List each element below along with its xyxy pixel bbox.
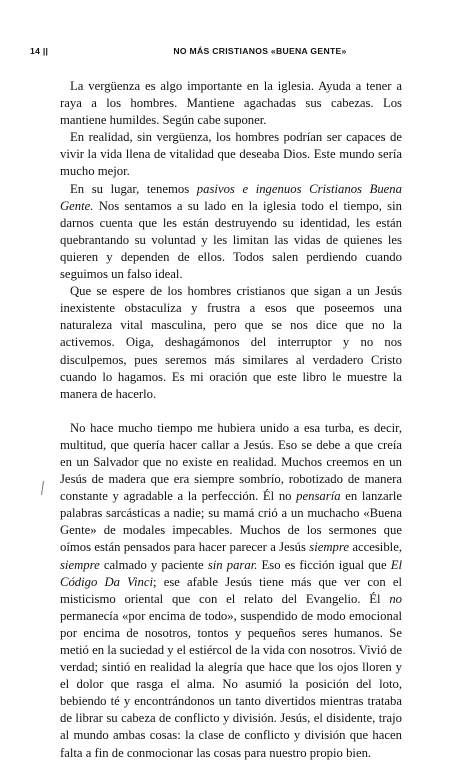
text-segment: En realidad, sin vergüenza, los hombres podrían ser capaces de vivir la vida llena de vitalidad que deseaba Dios. Este mundo sería mucho mejor. — [60, 130, 402, 179]
text-segment: La vergüenza es algo importante en la iglesia. Ayuda a tener a raya a los hombres. Mantiene agachadas sus cabezas. Los mantiene humildes. Según cabe suponer. — [60, 79, 402, 128]
italic-text: sin parar. — [207, 557, 258, 572]
italic-text: no — [389, 591, 402, 606]
margin-mark — [41, 481, 44, 495]
paragraph — [60, 78, 402, 129]
paragraph — [60, 129, 402, 180]
running-title: NO MÁS CRISTIANOS «BUENA GENTE» — [173, 46, 347, 56]
page-header — [30, 46, 430, 60]
italic-text: pensaría — [296, 489, 341, 504]
italic-text: El Código Da Vinci — [60, 557, 402, 589]
italic-text: pasivos e ingenuos Cristianos Buena Gente. — [60, 181, 402, 213]
paragraph — [60, 283, 402, 403]
text-segment: ; ese afable Jesús tiene más que ver con el misticismo oriental que con el relato del Evangelio. Él — [60, 574, 402, 606]
text-segment: No hace mucho tiempo me hubiera unido a esa turba, es decir, multitud, que quería hacer callar a Jesús. Eso se debe a que creía en un Salvador que no existe en realidad. Muchos creemos en un Jesús de madera que era siempre sombrío, robotizado de manera constante y agradable a la perfección. Él no — [60, 420, 402, 504]
section-gap — [60, 403, 402, 420]
paragraph — [60, 420, 402, 762]
italic-text: siempre — [60, 557, 100, 572]
text-segment: Nos sentamos a su lado en la iglesia todo el tiempo, sin darnos cuenta que les están destruyendo su identidad, les están quebrantando su voluntad y les limitan las vidas de quienes les quieren y dependen de ellos. Todos salen perdiendo cuando seguimos un falso ideal. — [60, 198, 402, 282]
text-segment: Eso es ficción igual que — [257, 557, 391, 572]
text-segment: accesible, — [349, 540, 402, 555]
paragraph — [60, 181, 402, 284]
text-segment: En su lugar, tenemos — [70, 181, 197, 196]
italic-text: siempre — [309, 540, 349, 555]
page-number: 14 || — [30, 46, 49, 56]
text-segment: Que se espere de los hombres cristianos que sigan a un Jesús inexistente obstaculiza y frustra a esos que poseemos una naturaleza vital masculina, pero que se nos dice que no la activemos. Oiga, deshagámonos del interruptor y no nos disculpemos, pues seremos más similares al verdadero Cristo cuando lo hagamos. Es mi oración que este libro le muestre la manera de hacerlo. — [60, 284, 402, 401]
text-segment: permanecía «por encima de todo», suspendido de modo emocional por encima de nosotros, tontos y pequeños seres humanos. Se metió en la suciedad y el estiércol de la vida con nosotros. Vivió de verdad; sintió en realidad la alegría que hace que los ojos lloren y el dolor que rasga el alma. No asumió la posición del loto, bebiendo té y encontrándonos un tanto divertidos mientras trataba de librar su cabeza de conflicto y división. Jesús, el disidente, trajo al mundo ambas cosas: la clase de conflicto y división que hacen falta a fin de conmocionar las cosas para nuestro propio bien. — [60, 608, 402, 760]
text-segment: en lanzarle palabras sarcásticas a nadie; su mamá crió a un muchacho «Buena Gente» de modales impecables. Muchos de los sermones que oímos están pensados para hacer parecer a Jesús — [60, 489, 402, 555]
text-segment: calmado y paciente — [99, 557, 208, 572]
body-text — [60, 78, 402, 762]
